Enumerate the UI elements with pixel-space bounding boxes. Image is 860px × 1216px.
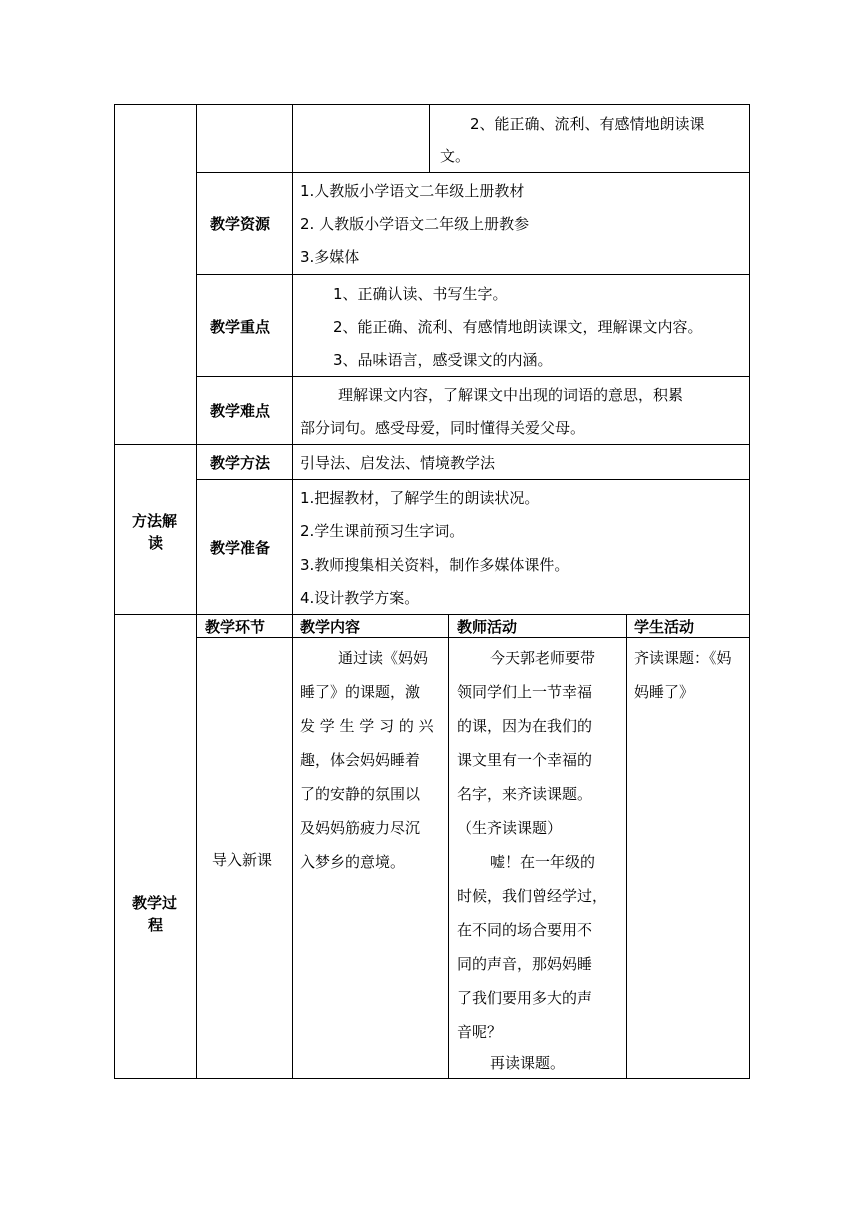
- table-border-left: [114, 104, 115, 1079]
- prep-item: 1.把握教材，了解学生的朗读状况。: [300, 489, 540, 507]
- method-label: 教学方法: [210, 454, 271, 472]
- column-header: 学生活动: [634, 618, 695, 636]
- column-divider: [448, 614, 449, 1079]
- row-divider: [196, 172, 750, 173]
- column-divider: [626, 614, 627, 1079]
- stage-name: 导入新课: [212, 851, 273, 869]
- row-divider: [196, 479, 750, 480]
- method-value: 引导法、启发法、情境教学法: [300, 454, 496, 472]
- student-line: 妈睡了》: [634, 683, 695, 701]
- teacher-line: 课文里有一个幸福的: [457, 751, 593, 769]
- teacher-line: 名字，来齐读课题。: [457, 785, 593, 803]
- prep-item: 2.学生课前预习生字词。: [300, 522, 465, 540]
- teacher-line: 领同学们上一节幸福: [457, 683, 593, 701]
- student-line: 齐读课题：《妈: [634, 649, 732, 667]
- resources-label: 教学资源: [210, 215, 271, 233]
- column-header: 教学环节: [205, 618, 266, 636]
- difficulties-text: 部分词句。感受母爱，同时懂得关爱父母。: [300, 419, 586, 437]
- column-header: 教学内容: [300, 618, 361, 636]
- process-section-label: 程: [148, 916, 164, 934]
- column-header: 教师活动: [457, 618, 518, 636]
- section-divider: [114, 614, 750, 615]
- teacher-line: 再读课题。: [490, 1054, 566, 1072]
- content-line: 趣，体会妈妈睡着: [300, 751, 421, 769]
- objective-line: 文。: [440, 147, 471, 165]
- key-point-item: 3、品味语言，感受课文的内涵。: [333, 351, 553, 369]
- process-section-label: 教学过: [132, 894, 178, 912]
- table-border-right: [749, 104, 750, 1079]
- content-line: 睡了》的课题，激: [300, 683, 421, 701]
- section-divider: [114, 444, 750, 445]
- teacher-line: 时候，我们曾经学过，: [457, 887, 608, 905]
- content-line: 及妈妈筋疲力尽沉: [300, 819, 421, 837]
- row-divider: [196, 274, 750, 275]
- row-divider: [196, 637, 750, 638]
- difficulties-text: 理解课文内容，了解课文中出现的词语的意思，积累: [338, 386, 684, 404]
- column-divider: [292, 104, 293, 1079]
- resources-item: 2. 人教版小学语文二年级上册教参: [300, 215, 530, 233]
- table-border-top: [114, 104, 750, 105]
- prep-item: 3.教师搜集相关资料，制作多媒体课件。: [300, 556, 570, 574]
- content-line: 通过读《妈妈: [338, 649, 429, 667]
- teacher-line: 在不同的场合要用不: [457, 921, 593, 939]
- teacher-line: 今天郭老师要带: [490, 649, 596, 667]
- objective-line: 2、能正确、流利、有感情地朗读课: [470, 115, 705, 133]
- teacher-line: 音呢？: [457, 1023, 503, 1041]
- column-divider: [196, 104, 197, 1079]
- teacher-line: 嘘！在一年级的: [490, 853, 596, 871]
- resources-item: 3.多媒体: [300, 248, 360, 266]
- resources-item: 1.人教版小学语文二年级上册教材: [300, 182, 525, 200]
- teacher-line: （生齐读课题）: [457, 819, 563, 837]
- teacher-line: 同的声音，那妈妈睡: [457, 955, 593, 973]
- content-line: 发 学 生 学 习 的 兴: [300, 717, 434, 735]
- difficulties-label: 教学难点: [210, 402, 271, 420]
- teacher-line: 了我们要用多大的声: [457, 989, 593, 1007]
- method-section-label: 读: [148, 534, 164, 552]
- content-line: 入梦乡的意境。: [300, 853, 406, 871]
- method-section-label: 方法解: [132, 512, 178, 530]
- key-point-item: 2、能正确、流利、有感情地朗读课文，理解课文内容。: [333, 318, 703, 336]
- content-line: 了的安静的氛围以: [300, 785, 421, 803]
- key-point-item: 1、正确认读、书写生字。: [333, 285, 508, 303]
- row-divider: [196, 376, 750, 377]
- table-border-bottom: [114, 1078, 750, 1079]
- teacher-line: 的课，因为在我们的: [457, 717, 593, 735]
- column-divider: [429, 104, 430, 172]
- key-points-label: 教学重点: [210, 318, 271, 336]
- prep-item: 4.设计教学方案。: [300, 589, 420, 607]
- prep-label: 教学准备: [210, 539, 271, 557]
